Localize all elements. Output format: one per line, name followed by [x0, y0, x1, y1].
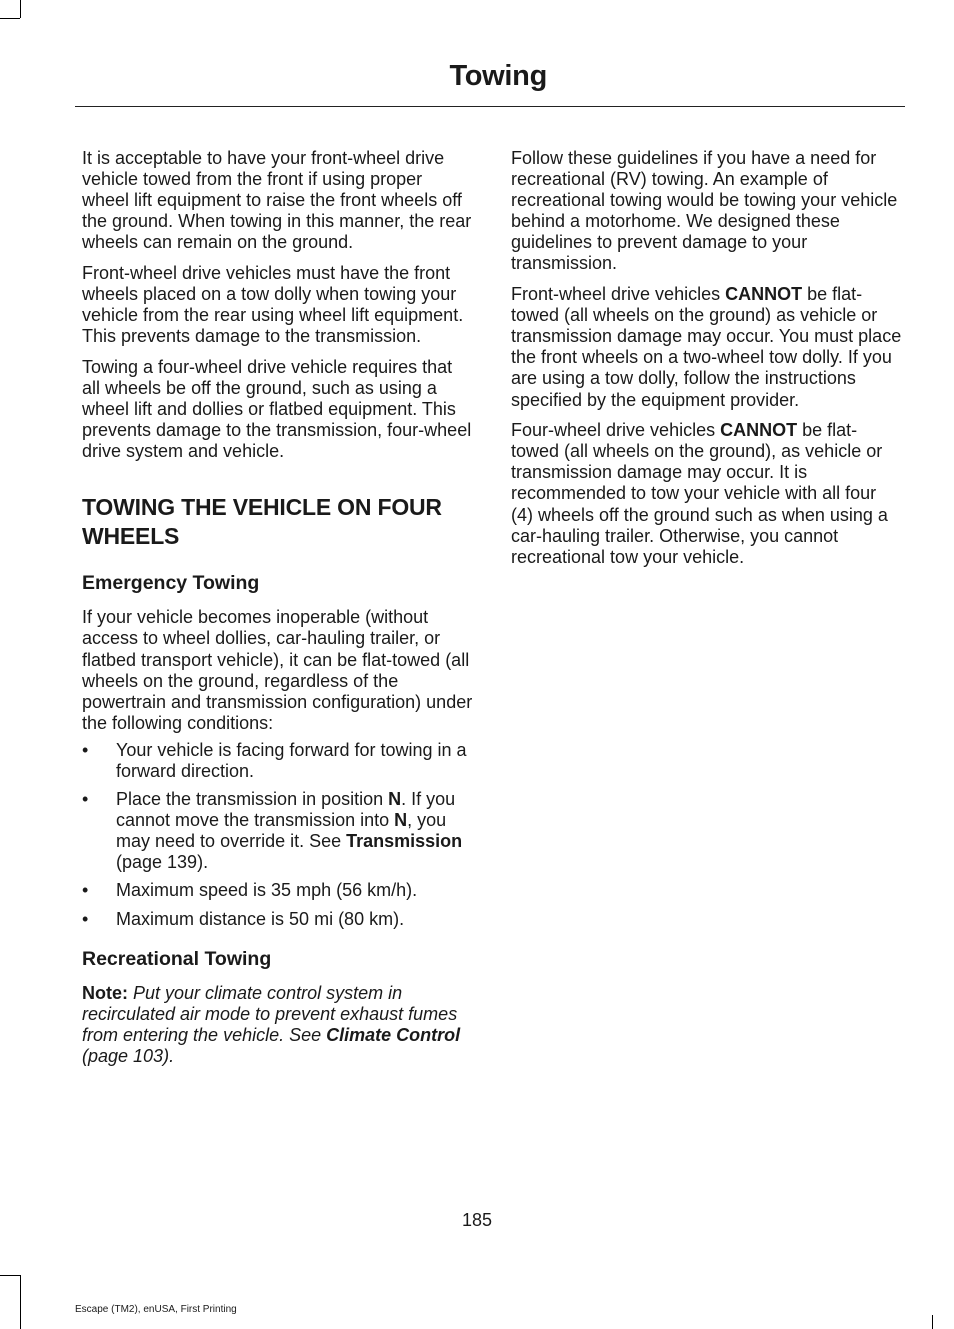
- bullet: •: [82, 908, 89, 929]
- paragraph: It is acceptable to have your front-wheel drive vehicle towed from the front if using proper wheel lift equipment to raise the front wheels off the ground. When towing in this manner, the rear wheels can remain on the ground.: [82, 148, 472, 253]
- conditions-list: [82, 740, 474, 930]
- cross-reference-link: Climate Control: [326, 1024, 461, 1045]
- bullet: •: [82, 789, 89, 810]
- page-header: [75, 58, 905, 107]
- paragraph: Follow these guidelines if you have a need for recreational (RV) towing. An example of recreational towing would be towing your vehicle behind a motorhome. We designed these guidelines to prevent damage to your transmission.: [511, 148, 898, 274]
- list-item: • Maximum speed is 35 mph (56 km/h).: [82, 880, 418, 901]
- bullet: •: [82, 880, 89, 901]
- crop-mark: [0, 1275, 20, 1276]
- crop-mark: [20, 1275, 21, 1329]
- paragraph: Front-wheel drive vehicles must have the front wheels placed on a tow dolly when towing your vehicle from the rear using wheel lift equipment. This prevents damage to the transmission.: [82, 262, 464, 347]
- footer-text: Escape (TM2), enUSA, First Printing: [75, 1304, 237, 1315]
- subsection-heading-emergency: Emergency Towing: [82, 572, 260, 595]
- crop-mark: [20, 0, 21, 18]
- list-item: • Maximum distance is 50 mi (80 km).: [82, 908, 405, 929]
- paragraph: Front-wheel drive vehicles CANNOT be flat-towed (all wheels on the ground) as vehicle or transmission damage may occur. You must place the front wheels on a two-wheel tow dolly. If you are using a tow dolly, follow the instructions specified by the equipment provider.: [511, 284, 902, 410]
- crop-mark: [0, 18, 20, 19]
- paragraph: If your vehicle becomes inoperable (without access to wheel dollies, car-hauling trailer, or flatbed transport vehicle), it can be flat-towed (all wheels on the ground, regardless of the powertrain and transmission configuration) under the following conditions:: [82, 607, 473, 733]
- list-item: • Place the transmission in position N. If you cannot move the transmission into N, you may need to override it. See Transmission (page 139).: [82, 789, 463, 873]
- subsection-heading-recreational: Recreational Towing: [82, 947, 272, 970]
- list-item: • Your vehicle is facing forward for towing in a forward direction.: [82, 739, 467, 781]
- bullet: •: [82, 739, 89, 760]
- crop-mark: [932, 1315, 933, 1329]
- left-column: [82, 148, 474, 1067]
- cross-reference-link: Transmission: [346, 831, 463, 852]
- page-title: Towing: [449, 60, 547, 92]
- section-heading: TOWING THE VEHICLE ON FOUR WHEELS: [82, 494, 442, 550]
- paragraph: Towing a four-wheel drive vehicle requires that all wheels be off the ground, such as using a wheel lift and dollies or flatbed equipment. This prevents damage to the transmission, four-wheel drive system and vehicle.: [82, 356, 472, 462]
- paragraph: Four-wheel drive vehicles CANNOT be flat-towed (all wheels on the ground), as vehicle or transmission damage may occur. It is recommended to tow your vehicle with all four (4) wheels off the ground such as when using a car-hauling trailer. Otherwise, you cannot recreational tow your vehicle.: [511, 420, 888, 567]
- page-number: 185: [461, 1210, 493, 1230]
- right-column: [511, 148, 903, 577]
- note: Note: Put your climate control system in recirculated air mode to prevent exhaust fumes from entering the vehicle. See Climate Control (page 103).: [82, 982, 461, 1066]
